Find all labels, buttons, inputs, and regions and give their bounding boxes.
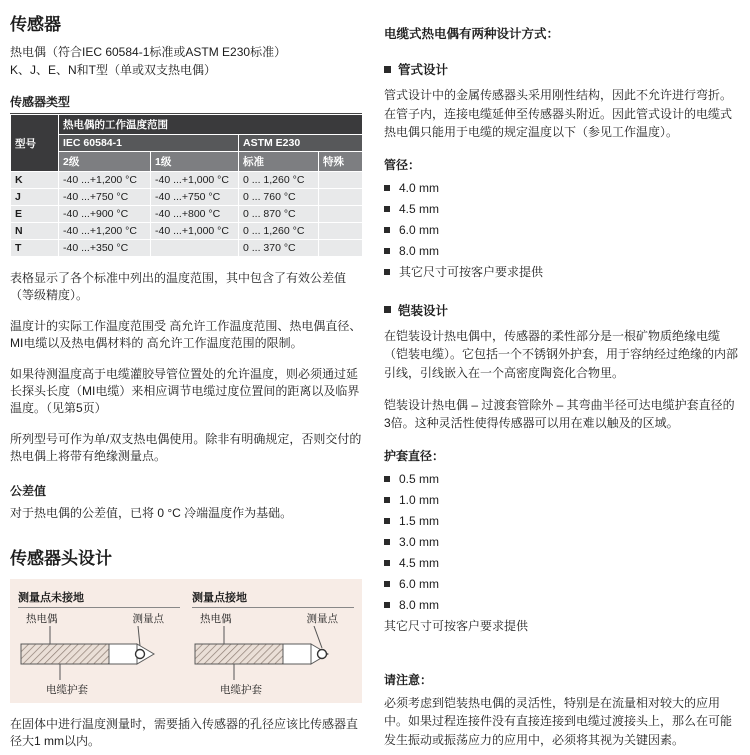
cell-iec2: -40 ...+750 °C (59, 189, 151, 206)
diagram-labels (192, 611, 354, 626)
cell-model: N (11, 223, 59, 240)
table-header-row-2 (11, 135, 363, 152)
paragraph-table-note: 表格显示了各个标准中列出的温度范围，其中包含了有效公差值（等级精度）。 (10, 271, 347, 303)
table-header-row-3 (11, 152, 363, 172)
cell-model: J (11, 189, 59, 206)
cell-special (319, 240, 363, 257)
cell-special (319, 189, 363, 206)
col-header-model: 型号 (11, 115, 59, 172)
sheath-diameter-list (384, 469, 740, 637)
diagram-grounded (192, 589, 354, 697)
cell-standard: 0 ... 870 °C (239, 206, 319, 223)
table-header-row-1 (11, 115, 363, 135)
paragraph-solid-measurement: 在固体中进行温度测量时，需要插入传感器的孔径应该比传感器直径大1 mm以内。 (10, 716, 359, 749)
table-row (11, 240, 363, 257)
square-bullet-icon (384, 539, 390, 545)
custom-size-note: 其它尺寸可按客户要求提供 (384, 618, 529, 633)
list-item (384, 220, 740, 241)
list-item-label: 4.5 mm (399, 201, 440, 216)
square-bullet-icon (384, 306, 391, 313)
intro-text (10, 43, 362, 79)
cell-iec2: -40 ...+900 °C (59, 206, 151, 223)
list-item-label: 8.0 mm (399, 597, 440, 612)
list-item-label: 0.5 mm (399, 471, 440, 486)
cell-special (319, 206, 363, 223)
square-bullet-icon (384, 581, 390, 587)
cell-model: K (11, 172, 59, 189)
table-row (11, 189, 363, 206)
square-bullet-icon (384, 206, 390, 212)
list-item-label: 4.5 mm (399, 555, 440, 570)
probe-ungrounded-drawing (18, 626, 176, 684)
probe-grounded-drawing (192, 626, 350, 684)
list-item (384, 262, 740, 283)
diagram-ungrounded-title: 测量点未接地 (18, 589, 180, 608)
cell-model: T (11, 240, 59, 257)
sheathed-design-heading (384, 301, 740, 319)
page-title: 传感器 (10, 15, 61, 34)
list-item-label: 其它尺寸可按客户要求提供 (399, 264, 544, 279)
square-bullet-icon (384, 227, 390, 233)
cell-standard: 0 ... 1,260 °C (239, 223, 319, 240)
tube-design-text: 管式设计中的金属传感器头采用刚性结构，因此不允许进行弯折。在管子内，连接电缆延伸至传感器头附近。因此管式设计的电缆式热电偶只能用于电缆的规定温度以下（参见工作温度）。 (384, 88, 733, 140)
square-bullet-icon (384, 602, 390, 608)
sheathed-design-title: 铠装设计 (398, 303, 449, 318)
list-item (384, 469, 740, 490)
list-item-label: 6.0 mm (399, 576, 440, 591)
list-item (384, 532, 740, 553)
tube-design-heading (384, 60, 740, 78)
left-column (10, 8, 362, 751)
square-bullet-icon (384, 560, 390, 566)
list-item (384, 595, 740, 616)
cell-iec2: -40 ...+1,200 °C (59, 172, 151, 189)
diagram-ungrounded (18, 589, 180, 697)
paragraph-potting-note: 如果待测温度高于电缆灌胶导管位置处的允许温度，则必须通过延长探头长度（MI电缆）来相应调节电缆过度位置间的距离以及临界温度。（见第5页） (10, 366, 360, 416)
square-bullet-icon (384, 497, 390, 503)
col-header-class2: 2级 (59, 152, 151, 172)
cell-iec1: -40 ...+800 °C (151, 206, 239, 223)
table-row (11, 223, 363, 240)
list-item (384, 178, 740, 199)
list-item-label: 4.0 mm (399, 180, 440, 195)
list-item (384, 574, 740, 595)
cell-special (319, 223, 363, 240)
measuring-point-label: 测量点 (306, 612, 338, 625)
square-bullet-icon (384, 248, 390, 254)
cell-iec1: -40 ...+1,000 °C (151, 223, 239, 240)
diagram-labels (18, 611, 180, 626)
paragraph-operating-range: 温度计的实际工作温度范围受 高允许工作温度范围、热电偶直径、MI电缆以及热电偶材料的 高允许工作温度范围的限制。 (10, 318, 362, 351)
table-row (11, 172, 363, 189)
list-item-label: 3.0 mm (399, 534, 440, 549)
col-header-iec: IEC 60584-1 (59, 135, 239, 152)
list-item-label: 1.5 mm (399, 513, 440, 528)
cell-standard: 0 ... 1,260 °C (239, 172, 319, 189)
notice-text: 必须考虑到铠装热电偶的灵活性，特别是在流量相对较大的应用中。如果过程连接件没有直接连接到电缆过渡接头上，那么在可能发生振动或振荡应力的应用中，必须将其视为关键因素。 (384, 695, 733, 747)
list-item-label: 6.0 mm (399, 222, 440, 237)
paragraph-single-dual: 所列型号可作为单/双支热电偶使用。除非有明确规定，否则交付的热电偶上将带有绝缘测量点。 (10, 431, 362, 464)
square-bullet-icon (384, 269, 390, 275)
measuring-point-label: 测量点 (132, 612, 164, 625)
intro-line-1: 热电偶（符合IEC 60584-1标准或ASTM E230标准） (10, 45, 287, 59)
col-header-standard: 标准 (239, 152, 319, 172)
cell-iec1: -40 ...+750 °C (151, 189, 239, 206)
cell-iec2: -40 ...+1,200 °C (59, 223, 151, 240)
cable-sheath-label: 电缆护套 (46, 683, 88, 696)
diagram-grounded-title: 测量点接地 (192, 589, 354, 608)
thermocouple-label: 热电偶 (200, 612, 232, 625)
tolerance-text: 对于热电偶的公差值，已将 0 °C 冷端温度作为基础。 (10, 505, 293, 520)
cell-special (319, 172, 363, 189)
list-item (384, 511, 740, 532)
square-bullet-icon (384, 476, 390, 482)
cell-standard: 0 ... 370 °C (239, 240, 319, 257)
cell-iec1 (151, 240, 239, 257)
square-bullet-icon (384, 185, 390, 191)
cell-iec1: -40 ...+1,000 °C (151, 172, 239, 189)
notice-heading: 请注意： (384, 672, 433, 687)
list-item (384, 490, 740, 511)
cable-sheath-label: 电缆护套 (220, 683, 262, 696)
tube-diameter-list (384, 178, 740, 283)
tube-diameter-heading: 管径： (384, 157, 421, 172)
tolerance-heading: 公差值 (10, 483, 47, 498)
col-header-class1: 1级 (151, 152, 239, 172)
list-item (384, 199, 740, 220)
sheathed-design-text-2: 铠装设计热电偶 – 过渡套管除外 – 其弯曲半径可达电缆护套直径的3倍。这种灵活性使得传感器可以用在难以触及的区域。 (384, 397, 735, 431)
intro-line-2: K、J、E、N和T型（单或双支热电偶） (10, 63, 217, 77)
right-column (384, 8, 740, 751)
sheath-diameter-heading: 护套直径： (384, 448, 445, 463)
cable-design-intro: 电缆式热电偶有两种设计方式： (384, 27, 560, 41)
list-item (384, 553, 740, 574)
col-header-special: 特殊 (319, 152, 363, 172)
square-bullet-icon (384, 518, 390, 524)
sheathed-design-text-1: 在铠装设计热电偶中，传感器的柔性部分是一根矿物质绝缘电缆（铠装电缆）。它包括一个不锈钢外护套，用于容纳经过绝缘的内部引线，引线嵌入在一个高密度陶瓷化合物里。 (384, 328, 739, 380)
sensor-head-heading: 传感器头设计 (10, 548, 112, 568)
sensor-head-diagram-panel (10, 579, 362, 703)
cell-iec2: -40 ...+350 °C (59, 240, 151, 257)
square-bullet-icon (384, 66, 391, 73)
sensor-type-heading: 传感器类型 (10, 93, 362, 114)
cell-model: E (11, 206, 59, 223)
list-item-label: 8.0 mm (399, 243, 440, 258)
thermocouple-label: 热电偶 (26, 612, 58, 625)
list-item-label: 1.0 mm (399, 492, 440, 507)
table-row (11, 206, 363, 223)
col-header-range: 热电偶的工作温度范围 (59, 115, 363, 135)
col-header-astm: ASTM E230 (239, 135, 363, 152)
list-item (384, 241, 740, 262)
cell-standard: 0 ... 760 °C (239, 189, 319, 206)
tube-design-title: 管式设计 (398, 63, 449, 77)
sensor-type-table (10, 114, 363, 257)
